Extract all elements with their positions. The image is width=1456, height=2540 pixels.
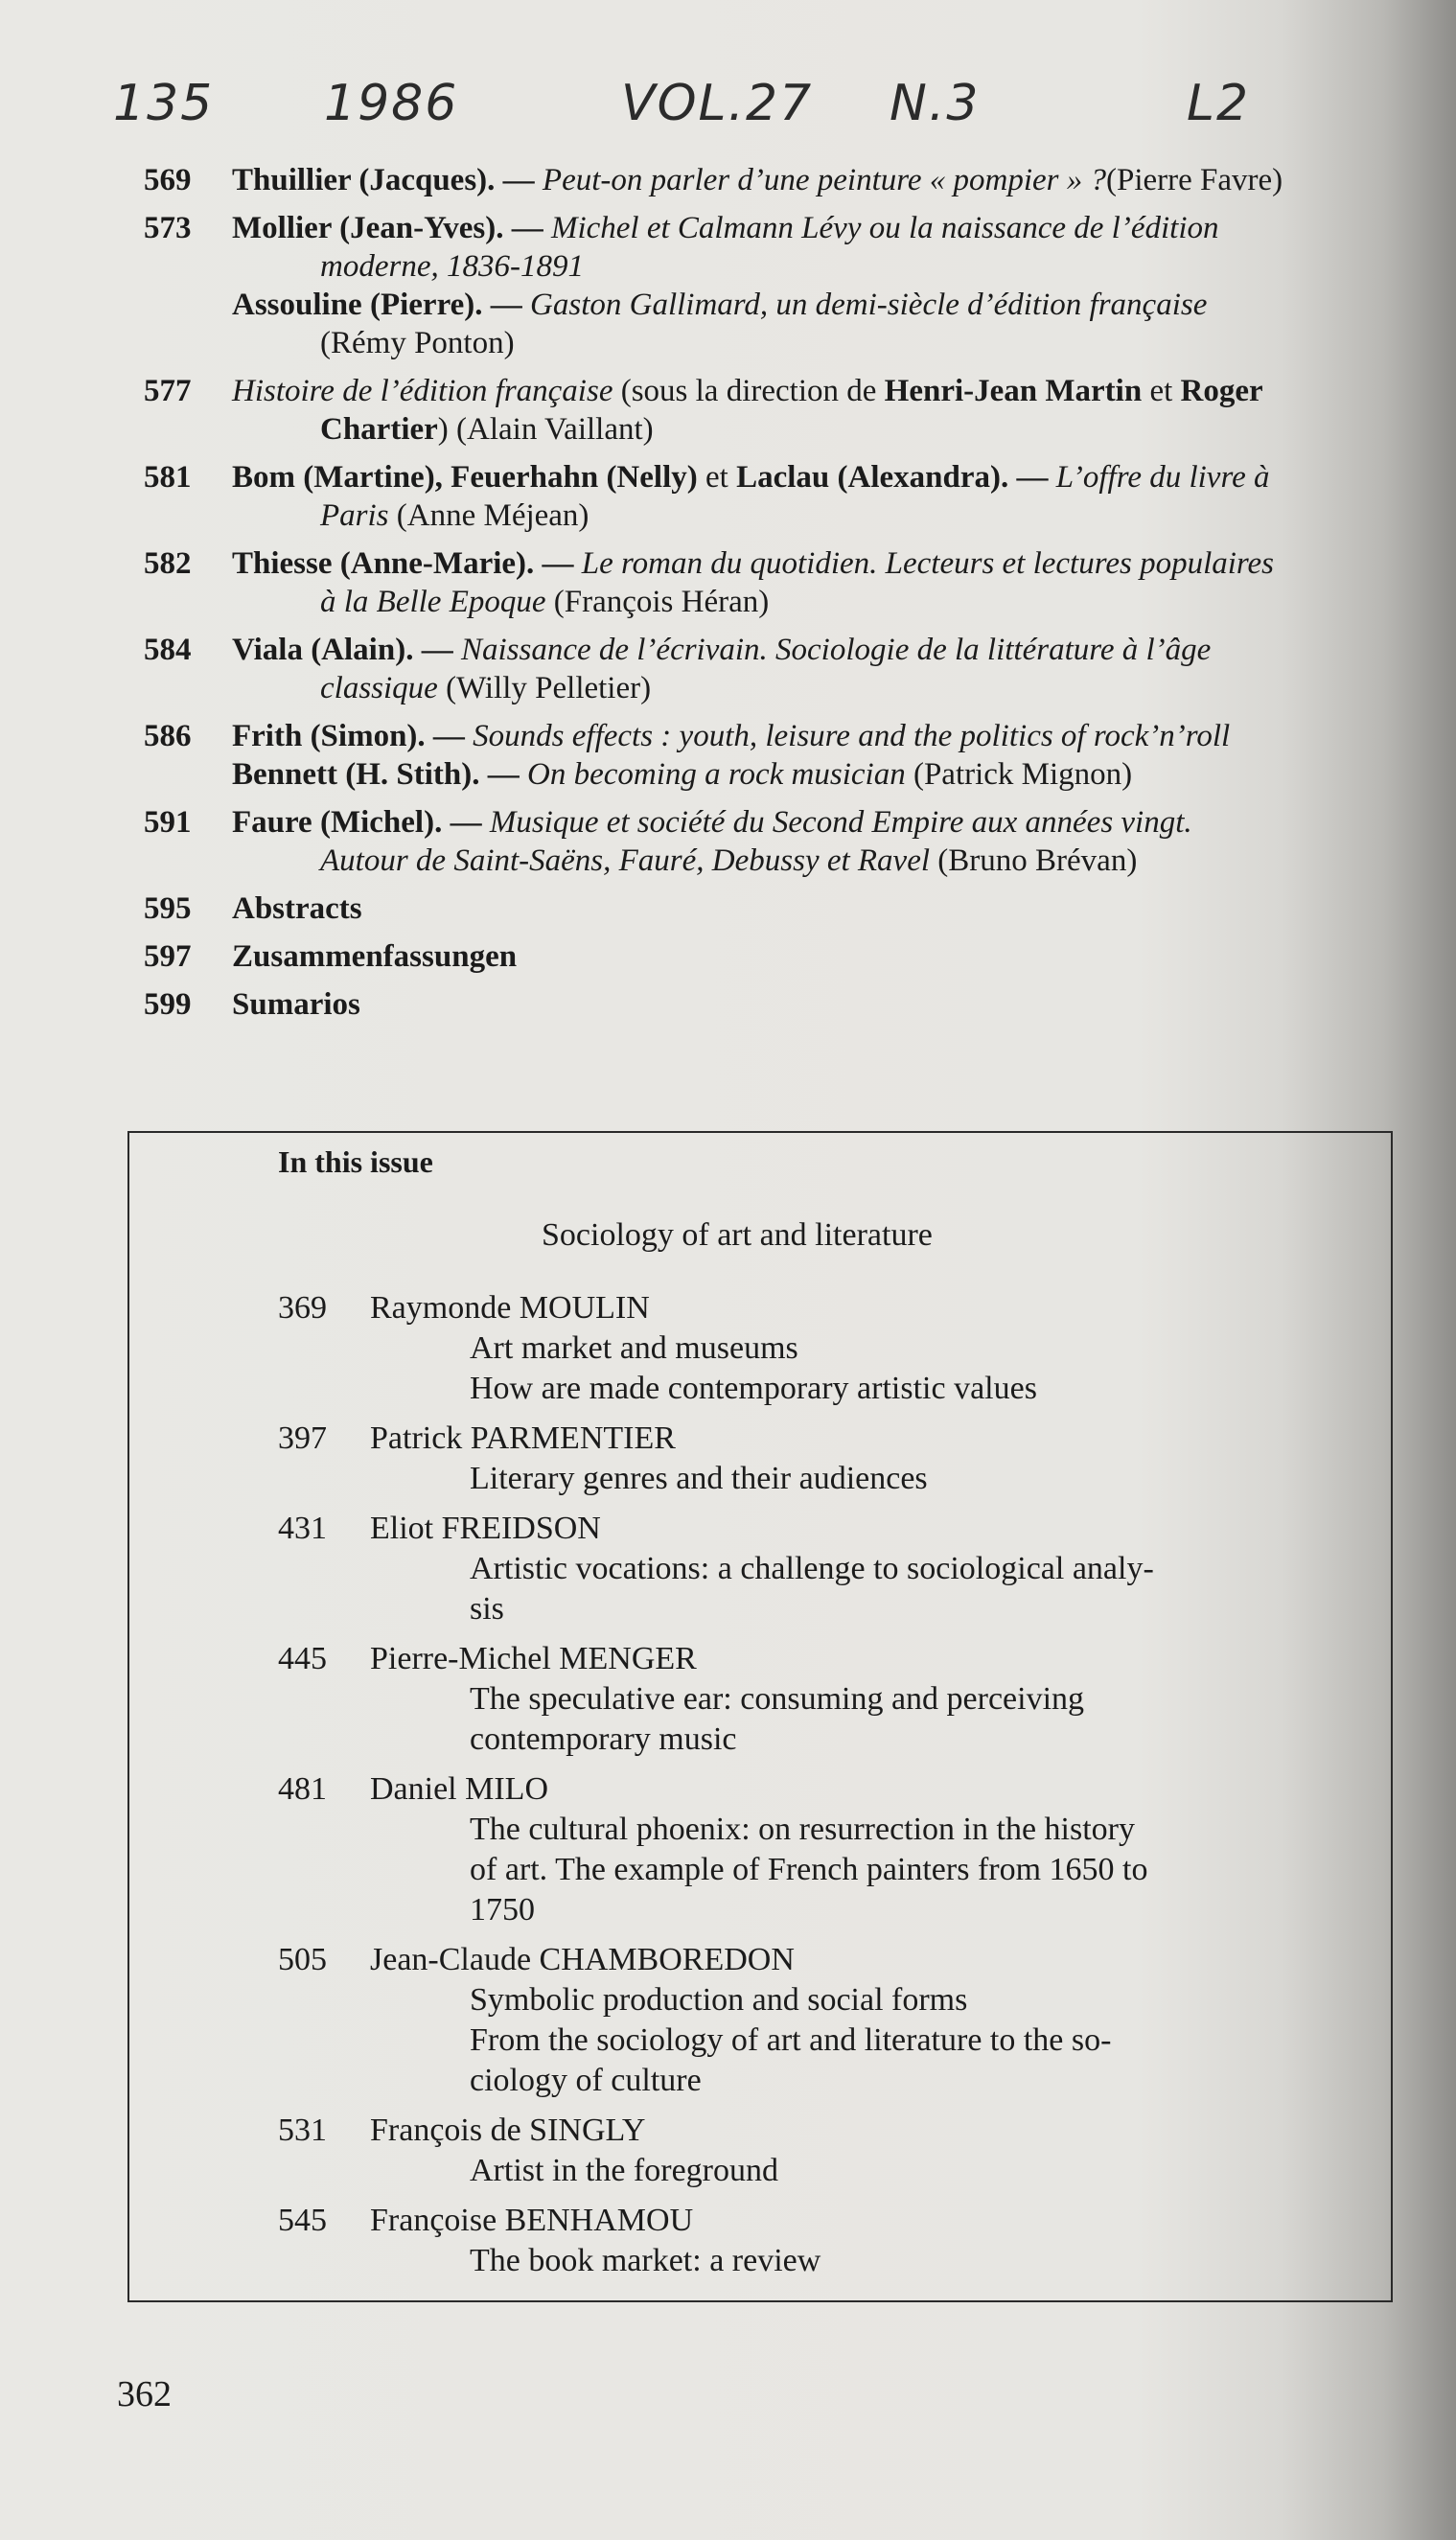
issue-title-line: of art. The example of French painters from 1650 to	[470, 1852, 1148, 1887]
issue-title-line: Artistic vocations: a challenge to sociological analy-	[470, 1551, 1154, 1586]
issue-title-line: ciology of culture	[470, 2063, 702, 2098]
issue-title-line: sis	[470, 1591, 504, 1627]
work-title: classique	[320, 671, 438, 705]
toc-page-number: 595	[144, 891, 192, 926]
issue-title-line: contemporary music	[470, 1721, 737, 1757]
toc-page-number: 586	[144, 719, 192, 753]
author-name: Mollier (Jean-Yves). —	[232, 211, 551, 245]
toc-page-number: 599	[144, 987, 192, 1022]
issue-item	[278, 1288, 1332, 1409]
author-name: Faure (Michel). —	[232, 805, 490, 840]
handwritten-number: 135	[113, 75, 215, 132]
toc-entry-text	[232, 209, 1399, 362]
toc-line	[232, 631, 1399, 669]
author-name: Laclau (Alexandra). —	[736, 460, 1056, 495]
toc-line	[232, 985, 1399, 1024]
issue-title-line: The speculative ear: consuming and perceiving	[470, 1681, 1085, 1717]
toc-line	[232, 161, 1399, 199]
issue-page-number: 545	[278, 2203, 327, 2238]
work-title: Michel et Calmann Lévy ou la naissance de l’édition	[550, 211, 1219, 245]
work-title: Histoire de l’édition française	[232, 374, 613, 408]
issue-page-number: 531	[278, 2113, 327, 2148]
toc-entry-text	[232, 937, 1399, 976]
toc-entry	[144, 372, 1399, 449]
issue-author: Patrick PARMENTIER	[370, 1420, 676, 1456]
issue-title-line: 1750	[470, 1892, 535, 1928]
issue-author: Raymonde MOULIN	[370, 1290, 650, 1326]
box-title: In this issue	[278, 1144, 433, 1179]
issue-page-number: 431	[278, 1511, 327, 1546]
toc-entry-text	[232, 372, 1399, 449]
handwritten-year: 1986	[324, 75, 459, 132]
issue-title-line: From the sociology of art and literature to the so-	[470, 2022, 1112, 2058]
toc-entry-text	[232, 985, 1399, 1024]
issue-author: Eliot FREIDSON	[370, 1511, 601, 1546]
author-name: Assouline (Pierre). —	[232, 288, 531, 322]
work-title: Le roman du quotidien. Lecteurs et lectures populaires	[581, 546, 1275, 581]
handwritten-issue: N.3	[890, 75, 981, 132]
toc-line	[232, 458, 1399, 496]
page-number: 362	[117, 2374, 172, 2414]
issue-page-number: 369	[278, 1290, 327, 1326]
toc-entry	[144, 544, 1399, 621]
toc-entry-text	[232, 889, 1399, 928]
issue-item	[278, 1419, 1332, 1499]
issue-title-line: Literary genres and their audiences	[470, 1461, 928, 1496]
issue-list	[278, 1288, 1332, 2291]
toc-entry-text	[232, 161, 1399, 199]
reviewer-text: (François Héran)	[545, 585, 770, 619]
issue-page-number: 397	[278, 1420, 327, 1456]
in-this-issue-box	[127, 1131, 1393, 2302]
work-title: Paris	[320, 498, 389, 533]
toc-entry-text	[232, 544, 1399, 621]
toc-entry	[144, 458, 1399, 535]
issue-title-line: How are made contemporary artistic values	[470, 1371, 1037, 1406]
toc-entry	[144, 937, 1399, 976]
issue-author: François de SINGLY	[370, 2113, 646, 2148]
toc-page-number: 582	[144, 546, 192, 581]
toc-page-number: 577	[144, 374, 192, 408]
issue-article-title	[370, 1980, 1332, 2101]
reviewer-text: (Anne Méjean)	[388, 498, 589, 533]
author-name: Thuillier (Jacques). —	[232, 163, 543, 197]
reviewer-text: ) (Alain Vaillant)	[437, 412, 654, 447]
toc-line	[232, 247, 1399, 286]
issue-article-title	[370, 1549, 1332, 1629]
reviewer-text: (Pierre Favre)	[1106, 163, 1283, 197]
work-title: Autour de Saint-Saëns, Fauré, Debussy et Ravel	[320, 843, 931, 878]
toc-page-number: 569	[144, 163, 192, 197]
toc-entry	[144, 985, 1399, 1024]
toc-entry-text	[232, 631, 1399, 707]
issue-item	[278, 1769, 1332, 1930]
toc-line	[232, 889, 1399, 928]
issue-page-number: 445	[278, 1641, 327, 1676]
box-subtitle: Sociology of art and literature	[542, 1217, 933, 1253]
toc-entry	[144, 161, 1399, 199]
issue-item	[278, 1509, 1332, 1629]
author-name: Roger	[1180, 374, 1263, 408]
issue-item	[278, 2201, 1332, 2281]
table-of-contents	[144, 161, 1399, 1033]
author-name: Sumarios	[232, 987, 360, 1022]
toc-line	[232, 803, 1399, 842]
issue-author: Jean-Claude CHAMBOREDON	[370, 1942, 795, 1977]
issue-article-title	[370, 1328, 1332, 1409]
toc-line	[232, 544, 1399, 583]
work-title: à la Belle Epoque	[320, 585, 546, 619]
toc-entry-text	[232, 458, 1399, 535]
toc-entry	[144, 803, 1399, 880]
issue-title-line: Art market and museums	[470, 1330, 798, 1366]
issue-author: Pierre-Michel MENGER	[370, 1641, 697, 1676]
toc-line	[232, 583, 1399, 621]
author-name: Abstracts	[232, 891, 362, 926]
reviewer-text: (Rémy Ponton)	[320, 326, 515, 360]
handwritten-code: L2	[1187, 75, 1251, 132]
issue-item	[278, 1639, 1332, 1760]
work-title: Sounds effects : youth, leisure and the politics of rock’n’roll	[473, 719, 1231, 753]
work-title: moderne, 1836-1891	[320, 249, 584, 284]
issue-item	[278, 2111, 1332, 2191]
toc-entry-text	[232, 803, 1399, 880]
issue-article-title	[370, 2241, 1332, 2281]
author-name: Chartier	[320, 412, 438, 447]
reviewer-text: (Bruno Brévan)	[930, 843, 1138, 878]
reviewer-text: (sous la direction de	[612, 374, 885, 408]
issue-author: Daniel MILO	[370, 1771, 549, 1807]
issue-page-number: 481	[278, 1771, 327, 1807]
toc-line	[232, 496, 1399, 535]
toc-line	[232, 755, 1399, 794]
toc-page-number: 581	[144, 460, 192, 495]
author-name: Bom (Martine), Feuerhahn (Nelly)	[232, 460, 698, 495]
toc-line	[232, 669, 1399, 707]
toc-line	[232, 842, 1399, 880]
author-name: Zusammenfassungen	[232, 939, 518, 974]
toc-entry-text	[232, 717, 1399, 794]
toc-line	[232, 209, 1399, 247]
issue-title-line: The book market: a review	[470, 2243, 821, 2278]
issue-author: Françoise BENHAMOU	[370, 2203, 694, 2238]
toc-entry	[144, 889, 1399, 928]
author-name: Frith (Simon). —	[232, 719, 474, 753]
issue-title-line: Artist in the foreground	[470, 2153, 778, 2188]
author-name: Bennett (H. Stith). —	[232, 757, 527, 792]
reviewer-text: et	[697, 460, 737, 495]
toc-page-number: 584	[144, 633, 192, 667]
issue-title-line: The cultural phoenix: on resurrection in the history	[470, 1812, 1135, 1847]
toc-entry	[144, 631, 1399, 707]
reviewer-text: (Willy Pelletier)	[437, 671, 652, 705]
issue-title-line: Symbolic production and social forms	[470, 1982, 968, 2018]
issue-item	[278, 1940, 1332, 2101]
issue-page-number: 505	[278, 1942, 327, 1977]
work-title: Gaston Gallimard, un demi-siècle d’édition française	[530, 288, 1208, 322]
toc-line	[232, 372, 1399, 410]
toc-page-number: 573	[144, 211, 192, 245]
issue-article-title	[370, 1679, 1332, 1760]
handwritten-annotation	[113, 75, 1263, 151]
author-name: Henri-Jean Martin	[884, 374, 1143, 408]
author-name: Thiesse (Anne-Marie). —	[232, 546, 582, 581]
handwritten-volume: VOL.27	[621, 75, 814, 132]
toc-line	[232, 286, 1399, 324]
toc-line	[232, 937, 1399, 976]
work-title: Musique et société du Second Empire aux années vingt.	[489, 805, 1192, 840]
toc-entry	[144, 209, 1399, 362]
toc-line	[232, 410, 1399, 449]
issue-article-title	[370, 1810, 1332, 1930]
toc-entry	[144, 717, 1399, 794]
work-title: Naissance de l’écrivain. Sociologie de la littérature à l’âge	[460, 633, 1212, 667]
reviewer-text: (Patrick Mignon)	[905, 757, 1133, 792]
work-title: Peut-on parler d’une peinture « pompier » ?	[542, 163, 1107, 197]
work-title: L’offre du livre à	[1055, 460, 1270, 495]
work-title: On becoming a rock musician	[527, 757, 906, 792]
reviewer-text: et	[1142, 374, 1181, 408]
toc-line	[232, 324, 1399, 362]
toc-page-number: 597	[144, 939, 192, 974]
toc-page-number: 591	[144, 805, 192, 840]
issue-article-title	[370, 1459, 1332, 1499]
author-name: Viala (Alain). —	[232, 633, 461, 667]
toc-line	[232, 717, 1399, 755]
issue-article-title	[370, 2151, 1332, 2191]
